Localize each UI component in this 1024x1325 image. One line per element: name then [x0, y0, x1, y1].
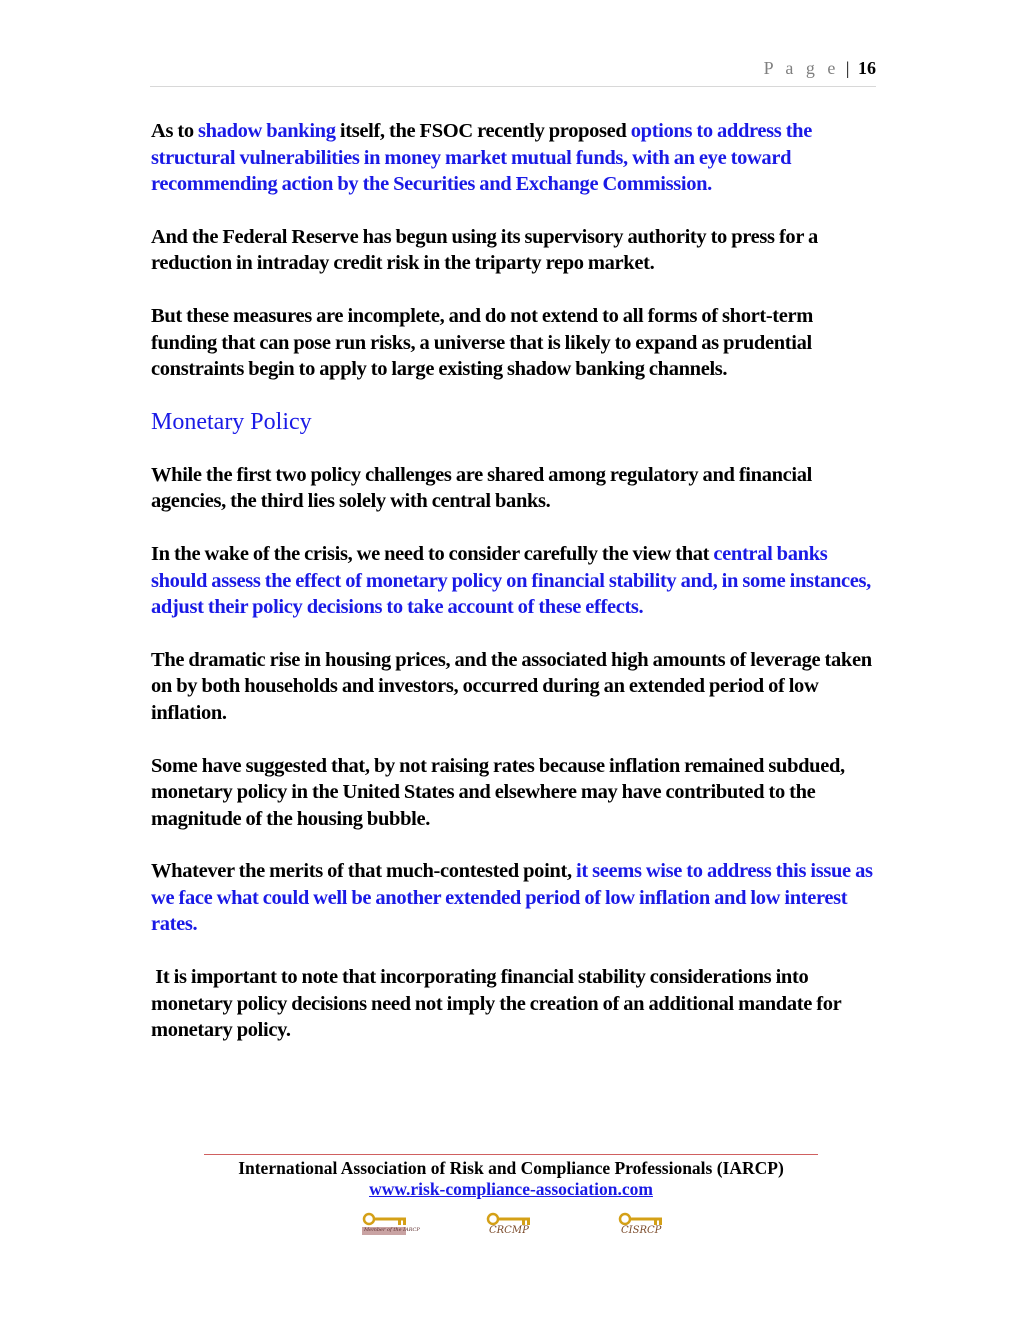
footer — [204, 1154, 818, 1200]
text: itself, the FSOC recently proposed — [335, 120, 631, 142]
footer-organization: International Association of Risk and Compliance Professionals (IARCP) — [238, 1158, 784, 1178]
key-icon — [362, 1212, 412, 1240]
text: As to — [151, 120, 199, 142]
section-heading-monetary-policy: Monetary Policy — [151, 408, 312, 435]
paragraph-housing-prices: The dramatic rise in housing prices, and the associated high amounts of leverage taken on by both households and investors, occurred during an extended period of low inflation. — [151, 648, 872, 724]
text: Whatever the merits of that much-contested point, — [151, 860, 576, 883]
paragraph-additional-mandate: It is important to note that incorporating financial stability considerations into monetary policy decisions need not imply the creation of an additional mandate for monetary policy. — [151, 966, 846, 1042]
paragraph-policy-challenges: While the first two policy challenges are shared among regulatory and financial agencies, the third lies solely with central banks. — [151, 463, 812, 513]
badge-member — [362, 1212, 420, 1240]
paragraph-incomplete-measures: But these measures are incomplete, and do not extend to all forms of short-term funding that can pose run risks, a universe that is likely to expand as prudential constraints begin to apply to large existing shadow banking channels. — [151, 304, 813, 381]
page-label: P a g e — [763, 58, 840, 78]
badge-member-label: Member of the IARCP — [364, 1227, 420, 1233]
highlight-central-banks: central banks should assess the effect of monetary policy on financial stability and, in some instances, adjust their policy decisions to take account of these effects. — [151, 542, 871, 619]
highlight-shadow-banking: shadow banking — [198, 120, 336, 142]
highlight-low-inflation: it seems wise to address this issue as we face what could well be another extended period of low inflation and low interest rates. — [151, 860, 873, 936]
footer-website-link[interactable]: www.risk-compliance-association.com — [369, 1179, 653, 1199]
document-body — [151, 118, 876, 1070]
paragraph-wake-of-crisis — [151, 541, 876, 621]
badge-crcmp-label: CRCMP — [489, 1225, 529, 1236]
paragraph-rates-suggestion: Some have suggested that, by not raising rates because inflation remained subdued, monetary policy in the United States and elsewhere may have contributed to the magnitude of the housing bubble. — [151, 754, 845, 830]
text: In the wake of the crisis, we need to consider carefully the view that — [151, 542, 714, 565]
paragraph-federal-reserve: And the Federal Reserve has begun using its supervisory authority to press for a reduction in intraday credit risk in the triparty repo market. — [151, 225, 818, 275]
page-separator: | — [845, 58, 850, 78]
highlight-fsoc-options: options to address the structural vulnerabilities in money market mutual funds, with an eye toward recommending action by the Securities and Exchange Commission. — [151, 120, 812, 196]
certification-badges — [0, 1212, 1024, 1242]
page-header — [150, 58, 876, 87]
paragraph-shadow-banking — [151, 118, 876, 198]
page-number: 16 — [858, 58, 876, 78]
badge-crcmp — [486, 1212, 536, 1240]
badge-cisrcp — [618, 1212, 668, 1240]
badge-cisrcp-label: CISRCP — [621, 1225, 662, 1236]
paragraph-contested-point — [151, 858, 876, 938]
